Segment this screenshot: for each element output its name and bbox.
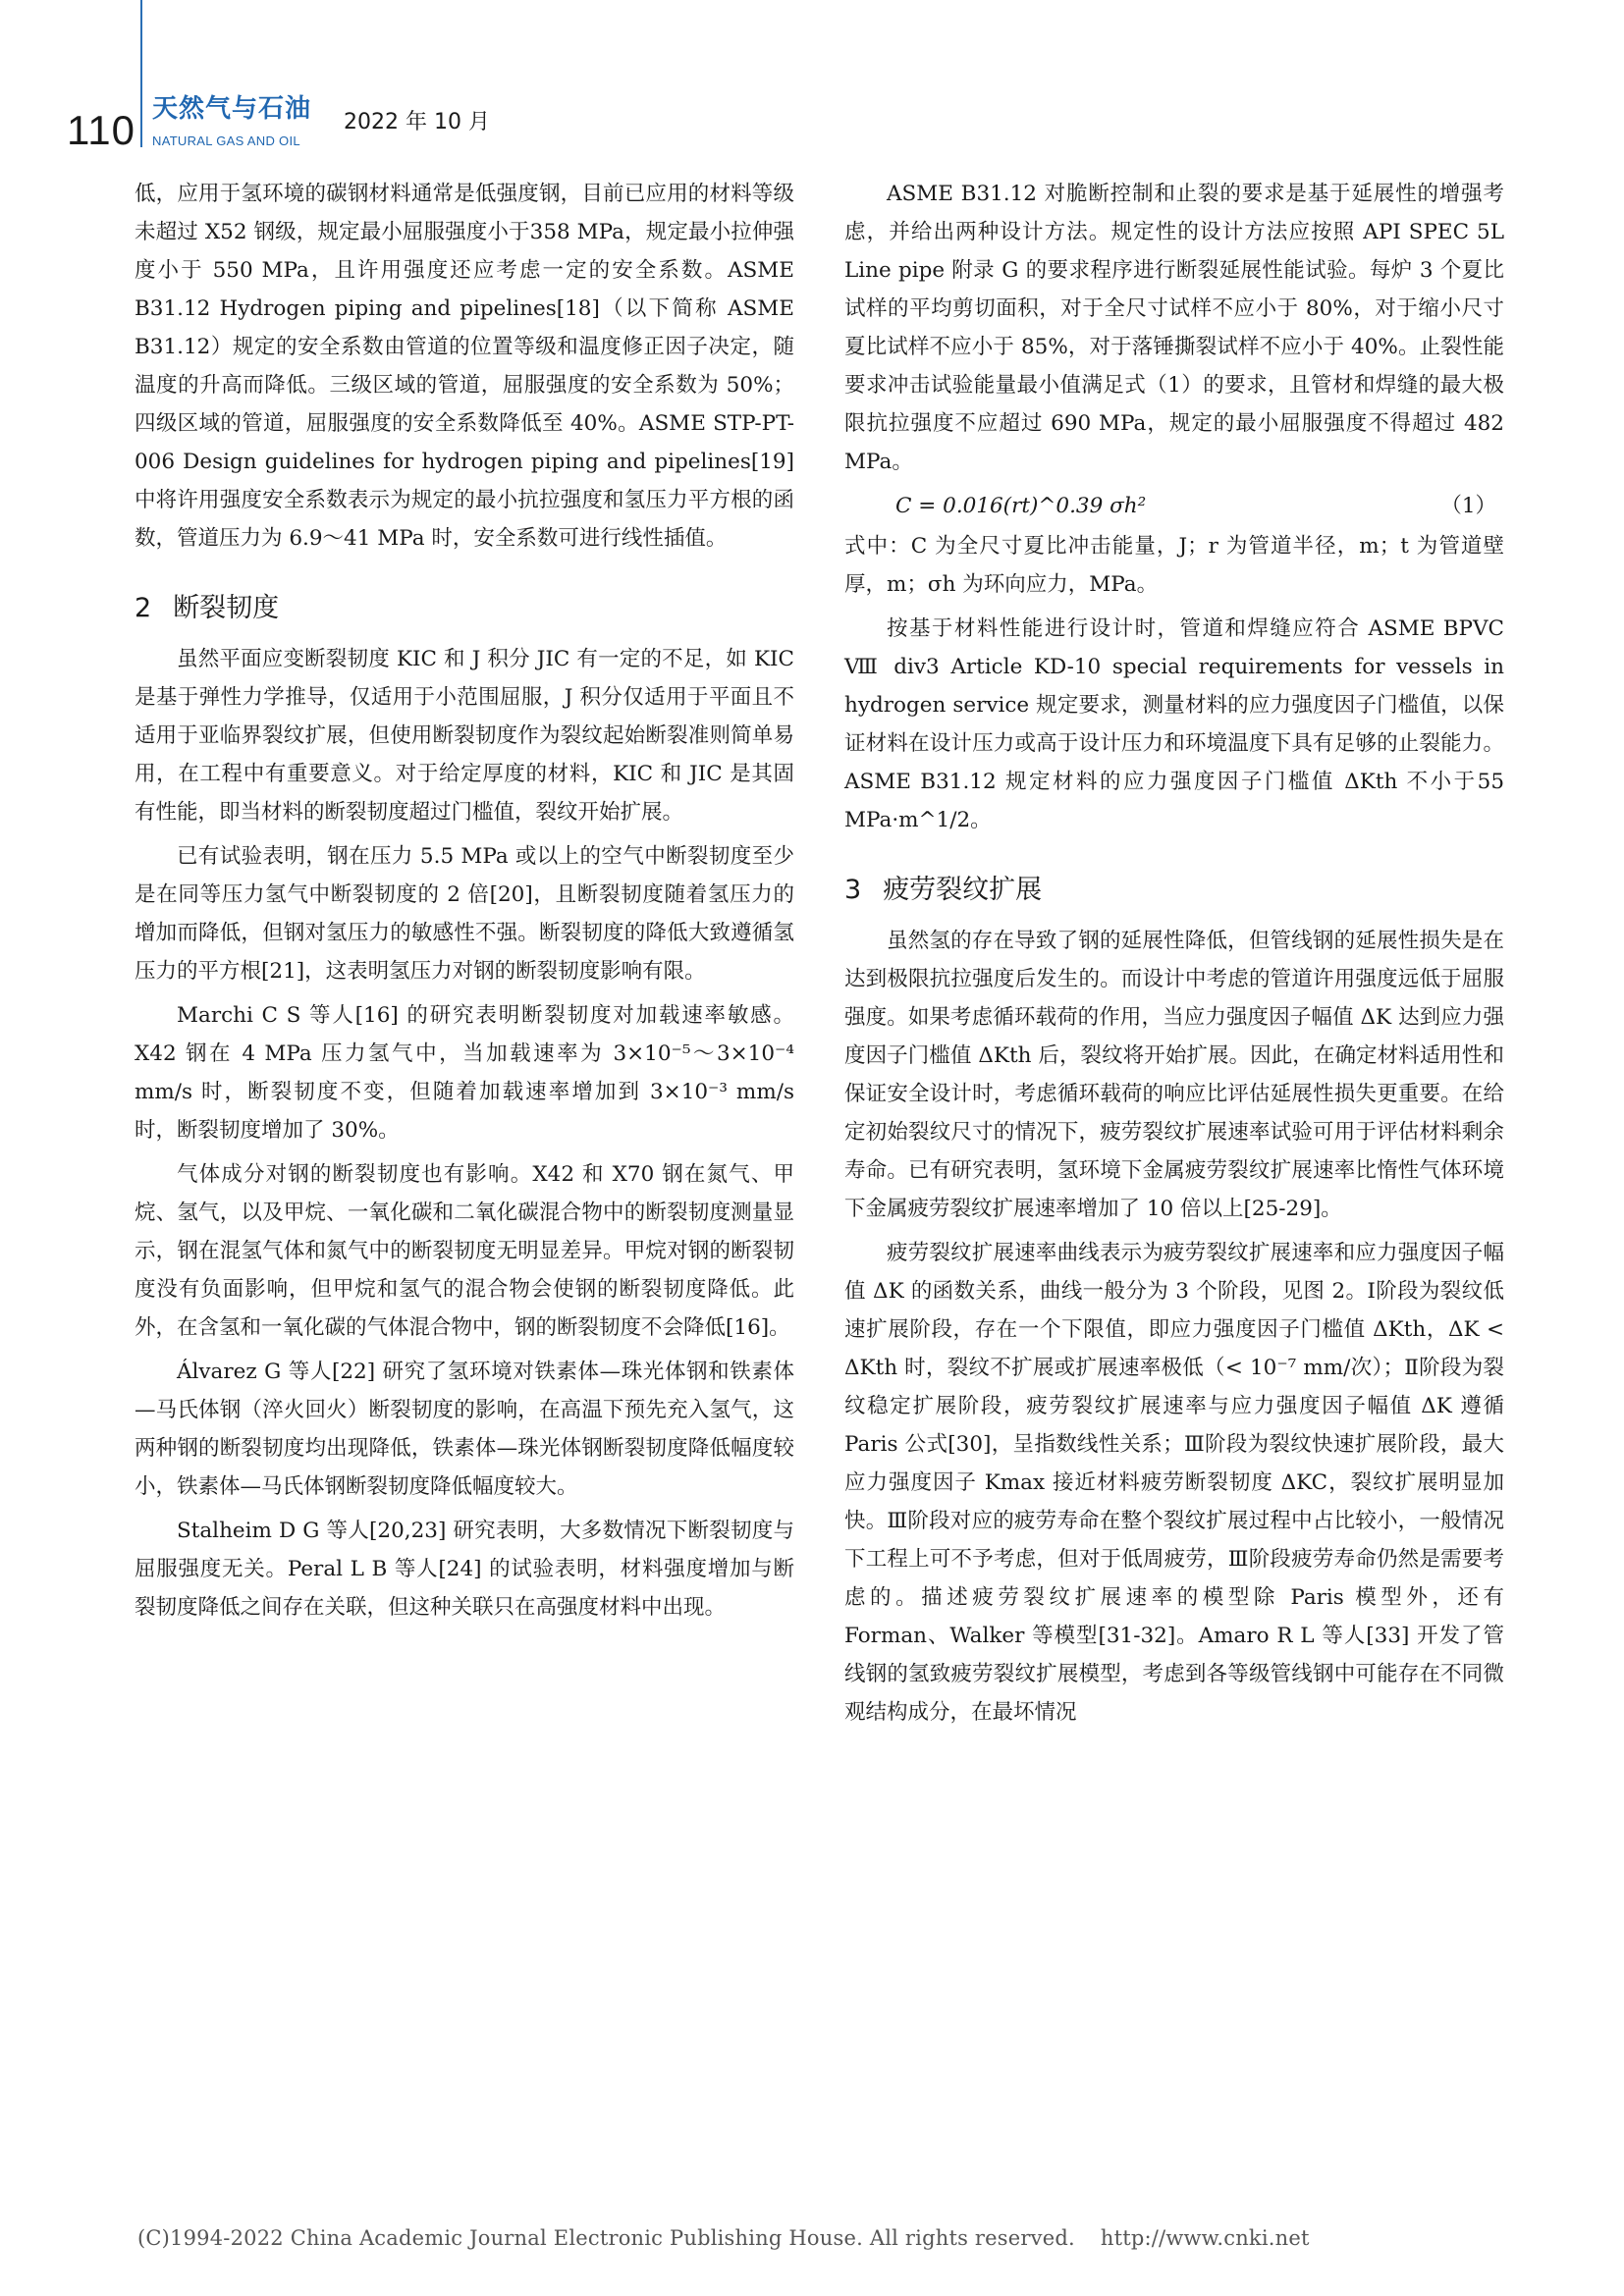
- left-column: [135, 175, 794, 1632]
- paragraph: 按基于材料性能进行设计时，管道和焊缝应符合 ASME BPVC Ⅷ div3 Article KD-10 special requirements for vessels in hydrogen service 规定要求，测量材料的应力强度因子门槛值，以保证材料在设计压力或高于设计压力和环境温度下具有足够的止裂能力。ASME B31.12 规定材料的应力强度因子门槛值 ΔKth 不小于55 MPa·m^1/2。: [844, 616, 1504, 832]
- paragraph: 虽然氢的存在导致了钢的延展性降低，但管线钢的延展性损失是在达到极限抗拉强度后发生的。而设计中考虑的管道许用强度远低于屈服强度。如果考虑循环载荷的作用，当应力强度因子幅值 ΔK 达到应力强度因子门槛值 ΔKth 后，裂纹将开始扩展。因此，在确定材料适用性和保证安全设计时，考虑循环载荷的响应比评估延展性损失更重要。在给定初始裂纹尺寸的情况下，疲劳裂纹扩展速率试验可用于评估材料剩余寿命。已有研究表明，氢环境下金属疲劳裂纹扩展速率比惰性气体环境下金属疲劳裂纹扩展速率增加了 10 倍以上[25-29]。: [844, 929, 1504, 1221]
- paragraph: 气体成分对钢的断裂韧度也有影响。X42 和 X70 钢在氮气、甲烷、氢气，以及甲烷、一氧化碳和二氧化碳混合物中的断裂韧度测量显示，钢在混氢气体和氮气中的断裂韧度无明显差异。甲烷对钢的断裂韧度没有负面影响，但甲烷和氢气的混合物会使钢的断裂韧度降低。此外，在含氢和一氧化碳的气体混合物中，钢的断裂韧度不会降低[16]。: [135, 1162, 794, 1340]
- section-heading-2: [135, 589, 794, 628]
- copyright-text: (C)1994-2022 China Academic Journal Electronic Publishing House. All rights reserved.: [137, 2226, 1075, 2250]
- section-heading-3: [844, 871, 1504, 910]
- page-number: 110: [67, 107, 135, 153]
- journal-title-en: NATURAL GAS AND OIL: [152, 133, 300, 148]
- section-number: 3: [844, 875, 862, 905]
- journal-title-cn: 天然气与石油: [152, 94, 312, 124]
- equation-expression: C = 0.016(rt)^0.39 σh²: [895, 494, 1147, 518]
- section-number: 2: [135, 593, 152, 623]
- copyright-footer: [137, 2228, 1512, 2249]
- paragraph: 疲劳裂纹扩展速率曲线表示为疲劳裂纹扩展速率和应力强度因子幅值 ΔK 的函数关系，曲线一般分为 3 个阶段，见图 2。Ⅰ阶段为裂纹低速扩展阶段，存在一个下限值，即应力强度因子门槛值 ΔKth，ΔK < ΔKth 时，裂纹不扩展或扩展速率极低（< 10⁻⁷ mm/次）；Ⅱ阶段为裂纹稳定扩展阶段，疲劳裂纹扩展速率与应力强度因子幅值 ΔK 遵循 Paris 公式[30]，呈指数线性关系；Ⅲ阶段为裂纹快速扩展阶段，最大应力强度因子 Kmax 接近材料疲劳断裂韧度 ΔKC，裂纹扩展明显加快。Ⅲ阶段对应的疲劳寿命在整个裂纹扩展过程中占比较小，一般情况下工程上可不予考虑，但对于低周疲劳，Ⅲ阶段疲劳寿命仍然是需要考虑的。描述疲劳裂纹扩展速率的模型除 Paris 模型外，还有 Forman、Walker 等模型[31-32]。Amaro R L 等人[33] 开发了管线钢的氢致疲劳裂纹扩展模型，考虑到各等级管线钢中可能存在不同微观结构成分，在最坏情况: [844, 1241, 1504, 1725]
- equation-1: [844, 487, 1504, 525]
- section-title: 断裂韧度: [173, 593, 280, 623]
- paragraph: Marchi C S 等人[16] 的研究表明断裂韧度对加载速率敏感。X42 钢在 4 MPa 压力氢气中，当加载速率为 3×10⁻⁵～3×10⁻⁴ mm/s 时，断裂韧度不变，但随着加载速率增加到 3×10⁻³ mm/s 时，断裂韧度增加了 30%。: [135, 1003, 794, 1143]
- section-title: 疲劳裂纹扩展: [883, 875, 1043, 905]
- cnki-link[interactable]: http://www.cnki.net: [1100, 2226, 1310, 2250]
- right-column: [844, 175, 1504, 1737]
- issue-date: 2022 年 10 月: [344, 110, 490, 134]
- paragraph: 虽然平面应变断裂韧度 KIC 和 J 积分 JIC 有一定的不足，如 KIC 是基于弹性力学推导，仅适用于小范围屈服，J 积分仅适用于平面且不适用于亚临界裂纹扩展，但使用断裂韧度作为裂纹起始断裂准则简单易用，在工程中有重要意义。对于给定厚度的材料，KIC 和 JIC 是其固有性能，即当材料的断裂韧度超过门槛值，裂纹开始扩展。: [135, 647, 794, 825]
- paragraph: 已有试验表明，钢在压力 5.5 MPa 或以上的空气中断裂韧度至少是在同等压力氢气中断裂韧度的 2 倍[20]，且断裂韧度随着氢压力的增加而降低，但钢对氢压力的敏感性不强。断裂韧度的降低大致遵循氢压力的平方根[21]，这表明氢压力对钢的断裂韧度影响有限。: [135, 844, 794, 984]
- paragraph: Stalheim D G 等人[20,23] 研究表明，大多数情况下断裂韧度与屈服强度无关。Peral L B 等人[24] 的试验表明，材料强度增加与断裂韧度降低之间存在关联，但这种关联只在高强度材料中出现。: [135, 1519, 794, 1620]
- paragraph: Álvarez G 等人[22] 研究了氢环境对铁素体—珠光体钢和铁素体—马氏体钢（淬火回火）断裂韧度的影响，在高温下预先充入氢气，这两种钢的断裂韧度均出现降低，铁素体—珠光体钢断裂韧度降低幅度较小，铁素体—马氏体钢断裂韧度降低幅度较大。: [135, 1360, 794, 1499]
- header-divider: [140, 0, 142, 147]
- equation-number: （1）: [1440, 494, 1496, 518]
- paragraph: 低，应用于氢环境的碳钢材料通常是低强度钢，目前已应用的材料等级未超过 X52 钢级，规定最小屈服强度小于358 MPa，规定最小拉伸强度小于 550 MPa，且许用强度还应考虑一定的安全系数。ASME B31.12 Hydrogen piping and pipelines[18]（以下简称 ASME B31.12）规定的安全系数由管道的位置等级和温度修正因子决定，随温度的升高而降低。三级区域的管道，屈服强度的安全系数为 50%；四级区域的管道，屈服强度的安全系数降低至 40%。ASME STP-PT-006 Design guidelines for hydrogen piping and pipelines[19] 中将许用强度安全系数表示为规定的最小抗拉强度和氢压力平方根的函数，管道压力为 6.9～41 MPa 时，安全系数可进行线性插值。: [135, 182, 794, 551]
- equation-legend: 式中：C 为全尺寸夏比冲击能量，J；r 为管道半径，m；t 为管道壁厚，m；σh 为环向应力，MPa。: [844, 534, 1504, 597]
- paragraph: ASME B31.12 对脆断控制和止裂的要求是基于延展性的增强考虑，并给出两种设计方法。规定性的设计方法应按照 API SPEC 5L Line pipe 附录 G 的要求程序进行断裂延展性能试验。每炉 3 个夏比试样的平均剪切面积，对于全尺寸试样不应小于 80%，对于缩小尺寸夏比试样不应小于 85%，对于落锤撕裂试样不应小于 40%。止裂性能要求冲击试验能量最小值满足式（1）的要求，且管材和焊缝的最大极限抗拉强度不应超过 690 MPa，规定的最小屈服强度不得超过 482 MPa。: [844, 182, 1504, 474]
